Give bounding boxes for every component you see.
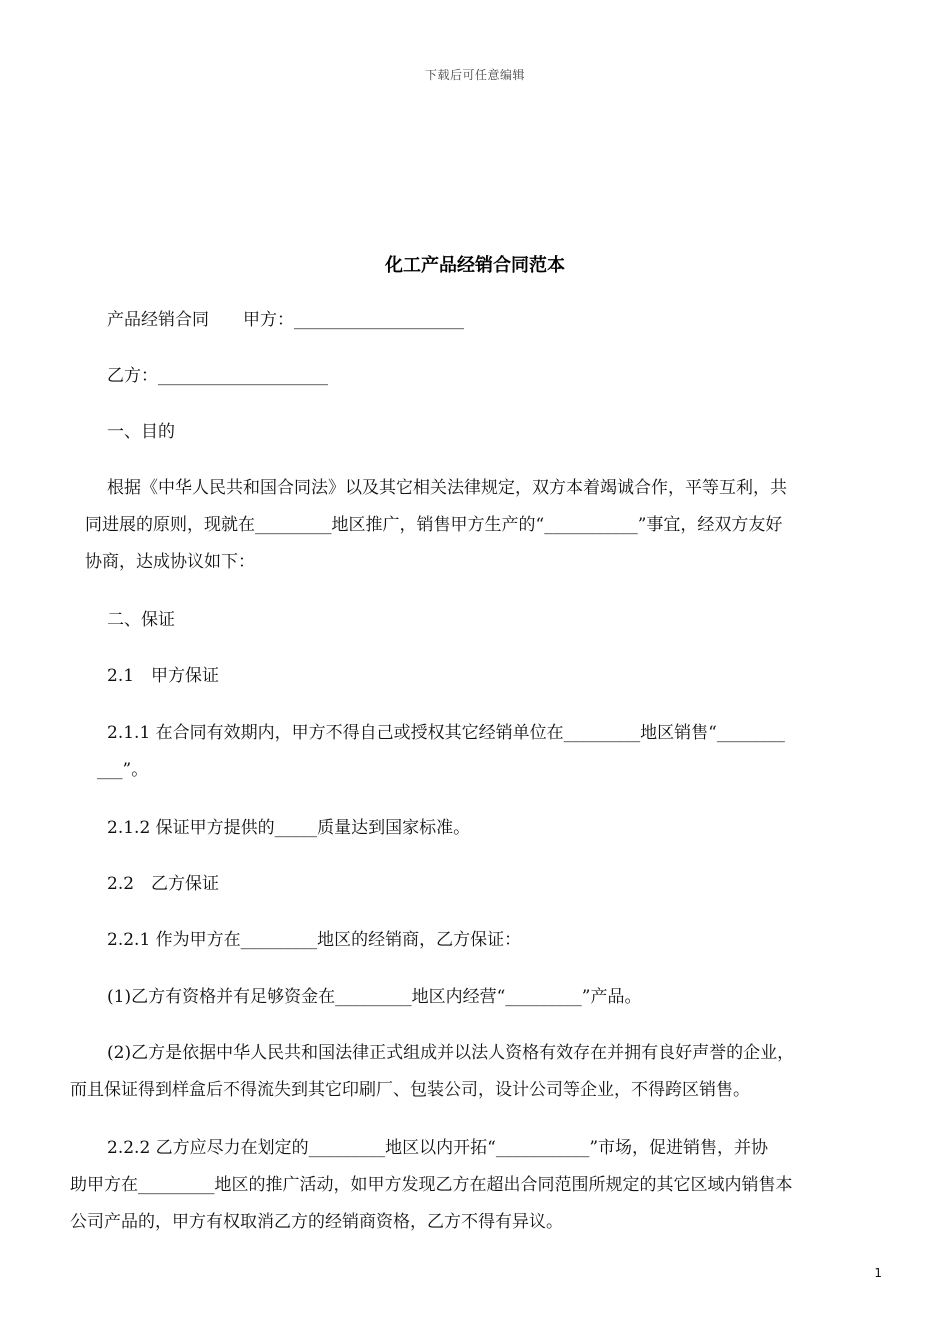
paragraph-line: 2.1.1 在合同有效期内，甲方不得自己或授权其它经销单位在_________地区销售“________ <box>107 723 785 743</box>
paragraph-line: 根据《中华人民共和国合同法》以及其它相关法律规定，双方本着竭诚合作，平等互利，共 <box>107 478 787 498</box>
page-header: 下载后可任意编辑 <box>424 68 525 82</box>
parties-line-party-b: 乙方：____________________ <box>107 366 328 386</box>
subsection-heading-2-1: 2.1 甲方保证 <box>107 666 220 686</box>
paragraph-line: 公司产品的，甲方有权取消乙方的经销商资格，乙方不得有异议。 <box>70 1212 563 1232</box>
document-title: 化工产品经销合同范本 <box>385 255 565 276</box>
paragraph-line: 同进展的原则，现就在_________地区推广，销售甲方生产的“___________”事宜，经双方友好 <box>85 515 783 535</box>
clause-item-1: (1)乙方有资格并有足够资金在_________地区内经营“_________”产品。 <box>107 987 642 1007</box>
clause-item-2 <box>70 1035 883 1109</box>
clause-2-1-1 <box>97 715 883 789</box>
section-heading-purpose: 一、目的 <box>107 422 175 442</box>
subsection-heading-2-2: 2.2 乙方保证 <box>107 874 220 894</box>
paragraph-line: (2)乙方是依据中华人民共和国法律正式组成并以法人资格有效存在并拥有良好声誉的企业， <box>107 1043 795 1063</box>
parties-line-party-a: 产品经销合同 甲方：____________________ <box>107 310 464 330</box>
paragraph-line: 助甲方在_________地区的推广活动，如甲方发现乙方在超出合同范围所规定的其它区域内销售本 <box>70 1175 793 1195</box>
paragraph-line: 协商，达成协议如下： <box>85 552 255 572</box>
clause-2-2-2 <box>70 1130 883 1241</box>
paragraph-line: 而且保证得到样盒后不得流失到其它印刷厂、包装公司，设计公司等企业，不得跨区销售。 <box>70 1080 750 1100</box>
section-heading-guarantee: 二、保证 <box>107 610 175 630</box>
paragraph-line: 2.2.2 乙方应尽力在划定的_________地区以内开拓“___________”市场，促进销售，并协 <box>107 1138 769 1158</box>
clause-2-1-2: 2.1.2 保证甲方提供的_____质量达到国家标准。 <box>107 818 471 838</box>
clause-2-2-1: 2.2.1 作为甲方在_________地区的经销商，乙方保证： <box>107 930 522 950</box>
paragraph-purpose <box>85 470 883 581</box>
page-number: 1 <box>874 1266 882 1280</box>
paragraph-line: ___”。 <box>97 760 149 780</box>
